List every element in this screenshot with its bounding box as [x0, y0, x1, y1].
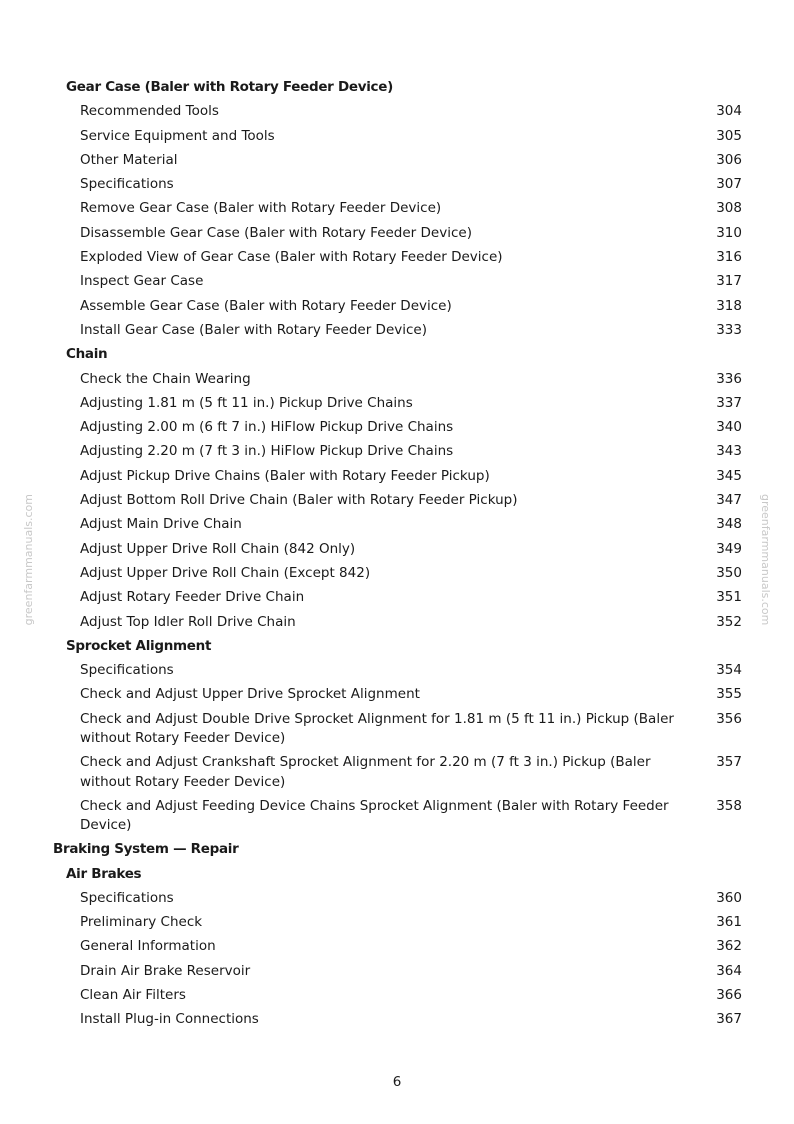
toc-section-heading[interactable] — [0, 635, 794, 659]
toc-entry-page: 356 — [716, 710, 742, 727]
toc-entry[interactable] — [0, 222, 794, 246]
toc-entry-page: 316 — [716, 249, 742, 266]
toc-entry-title: General Information — [80, 938, 216, 955]
toc-entry[interactable] — [0, 611, 794, 635]
toc-entry-title: Braking System — Repair — [53, 841, 239, 858]
toc-entry-page: 340 — [716, 419, 742, 436]
toc-entry-page: 354 — [716, 662, 742, 679]
toc-entry-title: Inspect Gear Case — [80, 273, 204, 290]
toc-entry-page: 355 — [716, 686, 742, 703]
toc-entry[interactable] — [0, 295, 794, 319]
toc-entry-title: Sprocket Alignment — [66, 637, 212, 654]
toc-entry[interactable] — [0, 197, 794, 221]
toc-entry-title: Preliminary Check — [80, 914, 203, 931]
toc-section-heading[interactable] — [0, 343, 794, 367]
toc-entry-page: 343 — [716, 443, 742, 460]
toc-entry-title: Exploded View of Gear Case (Baler with Rotary Feeder Device) — [80, 249, 503, 266]
toc-section-heading[interactable] — [0, 863, 794, 887]
watermark-left: greenfarmmanuals.com — [22, 494, 35, 626]
toc-entry[interactable] — [0, 708, 794, 752]
toc-entry-page: 347 — [716, 492, 742, 509]
toc-entry-title: Remove Gear Case (Baler with Rotary Feeder Device) — [80, 200, 442, 217]
toc-entry[interactable] — [0, 270, 794, 294]
toc-entry-page: 306 — [716, 151, 742, 168]
toc-entry[interactable] — [0, 125, 794, 149]
toc-entry-title: Service Equipment and Tools — [80, 127, 275, 144]
page-number: 6 — [392, 1074, 402, 1090]
toc-entry-page: 337 — [716, 394, 742, 411]
toc-entry[interactable] — [0, 416, 794, 440]
toc-entry[interactable] — [0, 319, 794, 343]
toc-entry[interactable] — [0, 586, 794, 610]
toc-entry-page: 348 — [716, 516, 742, 533]
toc-entry-title: Check and Adjust Crankshaft Sprocket Alignment for 2.20 m (7 ft 3 in.) Pickup (Baler without Rotary Feeder Device) — [80, 754, 651, 790]
toc-section-heading[interactable] — [0, 76, 794, 100]
toc-entry[interactable] — [0, 960, 794, 984]
toc-entry-page: 362 — [716, 938, 742, 955]
toc-entry-page: 349 — [716, 540, 742, 557]
toc-entry-title: Air Brakes — [66, 865, 142, 882]
toc-entry[interactable] — [0, 246, 794, 270]
toc-entry-title: Chain — [66, 346, 108, 363]
toc-entry-title: Specifications — [80, 662, 174, 679]
toc-entry-page: 351 — [716, 589, 742, 606]
toc-entry-page: 336 — [716, 370, 742, 387]
toc-entry-title: Specifications — [80, 889, 174, 906]
toc-entry-title: Adjust Upper Drive Roll Chain (842 Only) — [80, 540, 356, 557]
toc-entry-title: Specifications — [80, 176, 174, 193]
toc-entry-title: Check and Adjust Feeding Device Chains Sprocket Alignment (Baler with Rotary Feeder Device) — [80, 797, 669, 834]
toc-entry[interactable] — [0, 683, 794, 707]
toc-entry-title: Clean Air Filters — [80, 987, 186, 1003]
toc-entry[interactable] — [0, 935, 794, 959]
toc-entry[interactable] — [0, 751, 794, 795]
toc-entry[interactable] — [0, 984, 794, 1008]
toc-entry-title: Assemble Gear Case (Baler with Rotary Feeder Device) — [80, 297, 452, 314]
toc-chapter-heading[interactable] — [0, 838, 794, 862]
toc-entry-title: Adjust Top Idler Roll Drive Chain — [80, 613, 296, 630]
toc-entry[interactable] — [0, 562, 794, 586]
toc-entry-page: 357 — [716, 754, 742, 771]
toc-entry-page: 305 — [716, 127, 742, 144]
toc-entry-page: 307 — [716, 176, 742, 193]
toc-entry[interactable] — [0, 911, 794, 935]
toc-entry[interactable] — [0, 659, 794, 683]
toc-entry[interactable] — [0, 173, 794, 197]
toc-entry-page: 318 — [716, 297, 742, 314]
toc-entry[interactable] — [0, 513, 794, 537]
toc-entry-title: Adjusting 2.00 m (6 ft 7 in.) HiFlow Pickup Drive Chains — [80, 419, 454, 436]
toc-entry[interactable] — [0, 1008, 794, 1032]
toc-entry-page: 333 — [716, 321, 742, 338]
toc-entry-title: Adjusting 2.20 m (7 ft 3 in.) HiFlow Pickup Drive Chains — [80, 443, 454, 460]
toc-entry-page: 345 — [716, 467, 742, 484]
toc-entry-title: Gear Case (Baler with Rotary Feeder Device) — [66, 79, 393, 95]
toc-entry-title: Adjust Upper Drive Roll Chain (Except 842) — [80, 564, 371, 581]
toc-entry[interactable] — [0, 887, 794, 911]
toc-entry[interactable] — [0, 392, 794, 416]
toc-entry[interactable] — [0, 465, 794, 489]
toc-entry-page: 361 — [716, 914, 742, 931]
toc-entry[interactable] — [0, 149, 794, 173]
toc-entry-page: 310 — [716, 224, 742, 241]
toc-entry-title: Recommended Tools — [80, 103, 219, 120]
toc-entry-title: Adjust Rotary Feeder Drive Chain — [80, 589, 305, 606]
toc-entry-page: 317 — [716, 273, 742, 290]
toc-entry[interactable] — [0, 489, 794, 513]
toc-entry-title: Other Material — [80, 151, 178, 168]
toc-entry-title: Adjust Pickup Drive Chains (Baler with Rotary Feeder Pickup) — [80, 467, 490, 484]
toc-entry-page: 367 — [716, 1011, 742, 1028]
toc-entry[interactable] — [0, 100, 794, 124]
toc-entry-title: Check the Chain Wearing — [80, 370, 251, 387]
toc-entry-title: Check and Adjust Double Drive Sprocket Alignment for 1.81 m (5 ft 11 in.) Pickup (Baler without Rotary Feeder Device) — [80, 710, 674, 747]
toc-entry-title: Install Gear Case (Baler with Rotary Feeder Device) — [80, 321, 427, 338]
toc-entry-page: 360 — [716, 889, 742, 906]
toc-entry-page: 364 — [716, 962, 742, 979]
toc-entry-title: Adjusting 1.81 m (5 ft 11 in.) Pickup Drive Chains — [80, 394, 413, 411]
toc-entry[interactable] — [0, 795, 794, 839]
toc-entry-title: Drain Air Brake Reservoir — [80, 962, 251, 979]
toc-entry-page: 308 — [716, 200, 742, 217]
toc-entry-title: Adjust Main Drive Chain — [80, 516, 242, 533]
toc-entry-page: 358 — [716, 797, 742, 814]
toc-entry-title: Adjust Bottom Roll Drive Chain (Baler with Rotary Feeder Pickup) — [80, 492, 518, 509]
toc-entry-page: 366 — [716, 987, 742, 1003]
table-of-contents — [0, 76, 794, 1033]
toc-entry[interactable] — [0, 440, 794, 464]
toc-entry[interactable] — [0, 368, 794, 392]
watermark-right: greenfarmmanuals.com — [759, 494, 772, 626]
toc-entry-title: Check and Adjust Upper Drive Sprocket Alignment — [80, 686, 420, 703]
toc-entry-title: Install Plug-in Connections — [80, 1011, 259, 1028]
toc-entry-page: 352 — [716, 613, 742, 630]
toc-entry-page: 304 — [716, 103, 742, 120]
toc-entry-page: 350 — [716, 564, 742, 581]
toc-entry-title: Disassemble Gear Case (Baler with Rotary Feeder Device) — [80, 224, 472, 241]
toc-entry[interactable] — [0, 538, 794, 562]
